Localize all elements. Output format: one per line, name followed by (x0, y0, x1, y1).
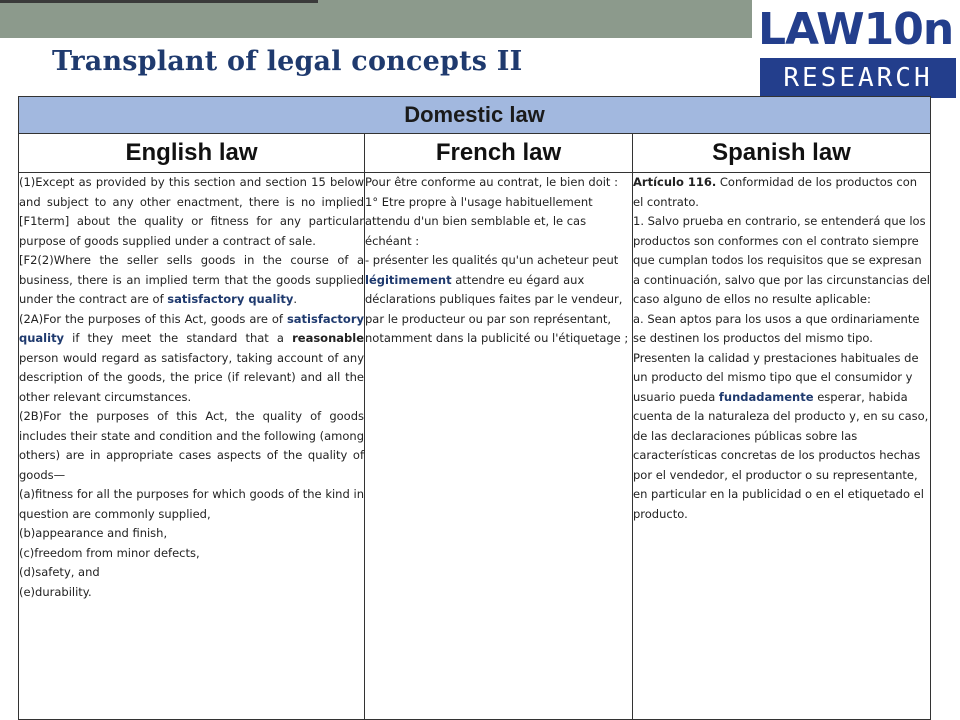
french-law-cell (365, 173, 633, 720)
column-header-spanish: Spanish law (633, 134, 931, 173)
keyword-legitimement: légitimement (365, 272, 452, 287)
french-para-3: - présenter les qualités qu'un acheteur peut légitimement attendre eu égard aux déclarations publiques faites par le vendeur, par le producteur ou par son représentant, notamment dans la publicité ou l'étiquetage ; (365, 253, 629, 345)
top-decor-line (0, 0, 318, 3)
law10n-logo (752, 0, 960, 102)
keyword-reasonable: reasonable (292, 331, 364, 345)
english-para-8: (d)safety, and (19, 565, 100, 579)
english-para-2: [F2(2)Where the seller sells goods in the course of a business, there is an implied term that the goods supplied under the contract are of satisfactory quality. (19, 253, 364, 306)
table-header-row (19, 97, 931, 134)
slide-title: Transplant of legal concepts II (52, 46, 523, 77)
keyword-satisfactory-quality: satisfactory quality (19, 311, 364, 345)
spanish-law-cell (633, 173, 931, 720)
french-para-1: Pour être conforme au contrat, le bien doit : (365, 175, 618, 189)
top-decor-bar (0, 0, 780, 38)
column-header-french: French law (365, 134, 633, 173)
content-row (19, 173, 931, 720)
logo-wordmark: LAW10n (758, 4, 954, 55)
english-para-6: (b)appearance and finish, (19, 526, 168, 540)
french-para-2: 1° Etre propre à l'usage habituellement attendu d'un bien semblable et, le cas échéant : (365, 194, 593, 248)
english-para-3: (2A)For the purposes of this Act, goods are of satisfactory quality if they meet the standard that a reasonable person would regard as satisfactory, taking account of any description of the goods, the price (if relevant) and all the other relevant circumstances. (19, 311, 364, 404)
comparison-table (18, 96, 931, 720)
column-header-row (19, 134, 931, 173)
article-number: Artículo 116. (633, 175, 717, 189)
spanish-para-1: Artículo 116. Conformidad de los productos con el contrato. (633, 175, 918, 209)
keyword-fundadamente: fundadamente (718, 389, 814, 404)
spanish-para-3: a. Sean aptos para los usos a que ordinariamente se destinen los productos del mismo tipo. (633, 311, 920, 345)
english-para-9: (e)durability. (19, 584, 92, 599)
column-header-english: English law (19, 134, 365, 173)
english-para-7: (c)freedom from minor defects, (19, 545, 200, 560)
spanish-para-4: Presenten la calidad y prestaciones habituales de un producto del mismo tipo que el consumidor y usuario pueda fundadamente esperar, habida cuenta de la naturaleza del producto y, en su caso, de las declaraciones públicas sobre las características concretas de los productos hechas por el vendedor, el productor o su representante, en particular en la publicidad o en el etiquetado el producto. (633, 350, 929, 521)
spanish-para-2: 1. Salvo prueba en contrario, se entenderá que los productos son conformes con el contrato siempre que cumplan todos los requisitos que se expresan a continuación, salvo que por las circunstancias del caso alguno de ellos no resulte aplicable: (633, 214, 931, 306)
english-para-4: (2B)For the purposes of this Act, the quality of goods includes their state and condition and the following (among others) are in appropriate cases aspects of the quality of goods— (19, 409, 364, 482)
domestic-law-header: Domestic law (19, 97, 931, 134)
logo-subtitle: RESEARCH (760, 58, 956, 98)
english-para-5: (a)fitness for all the purposes for which goods of the kind in question are commonly supplied, (19, 487, 364, 521)
keyword-satisfactory-quality: satisfactory quality (167, 292, 294, 306)
english-law-cell (19, 173, 365, 720)
english-para-1: (1)Except as provided by this section and section 15 below and subject to any other enactment, there is no implied [F1term] about the quality or fitness for any particular purpose of goods supplied under a contract of sale. (19, 175, 364, 248)
